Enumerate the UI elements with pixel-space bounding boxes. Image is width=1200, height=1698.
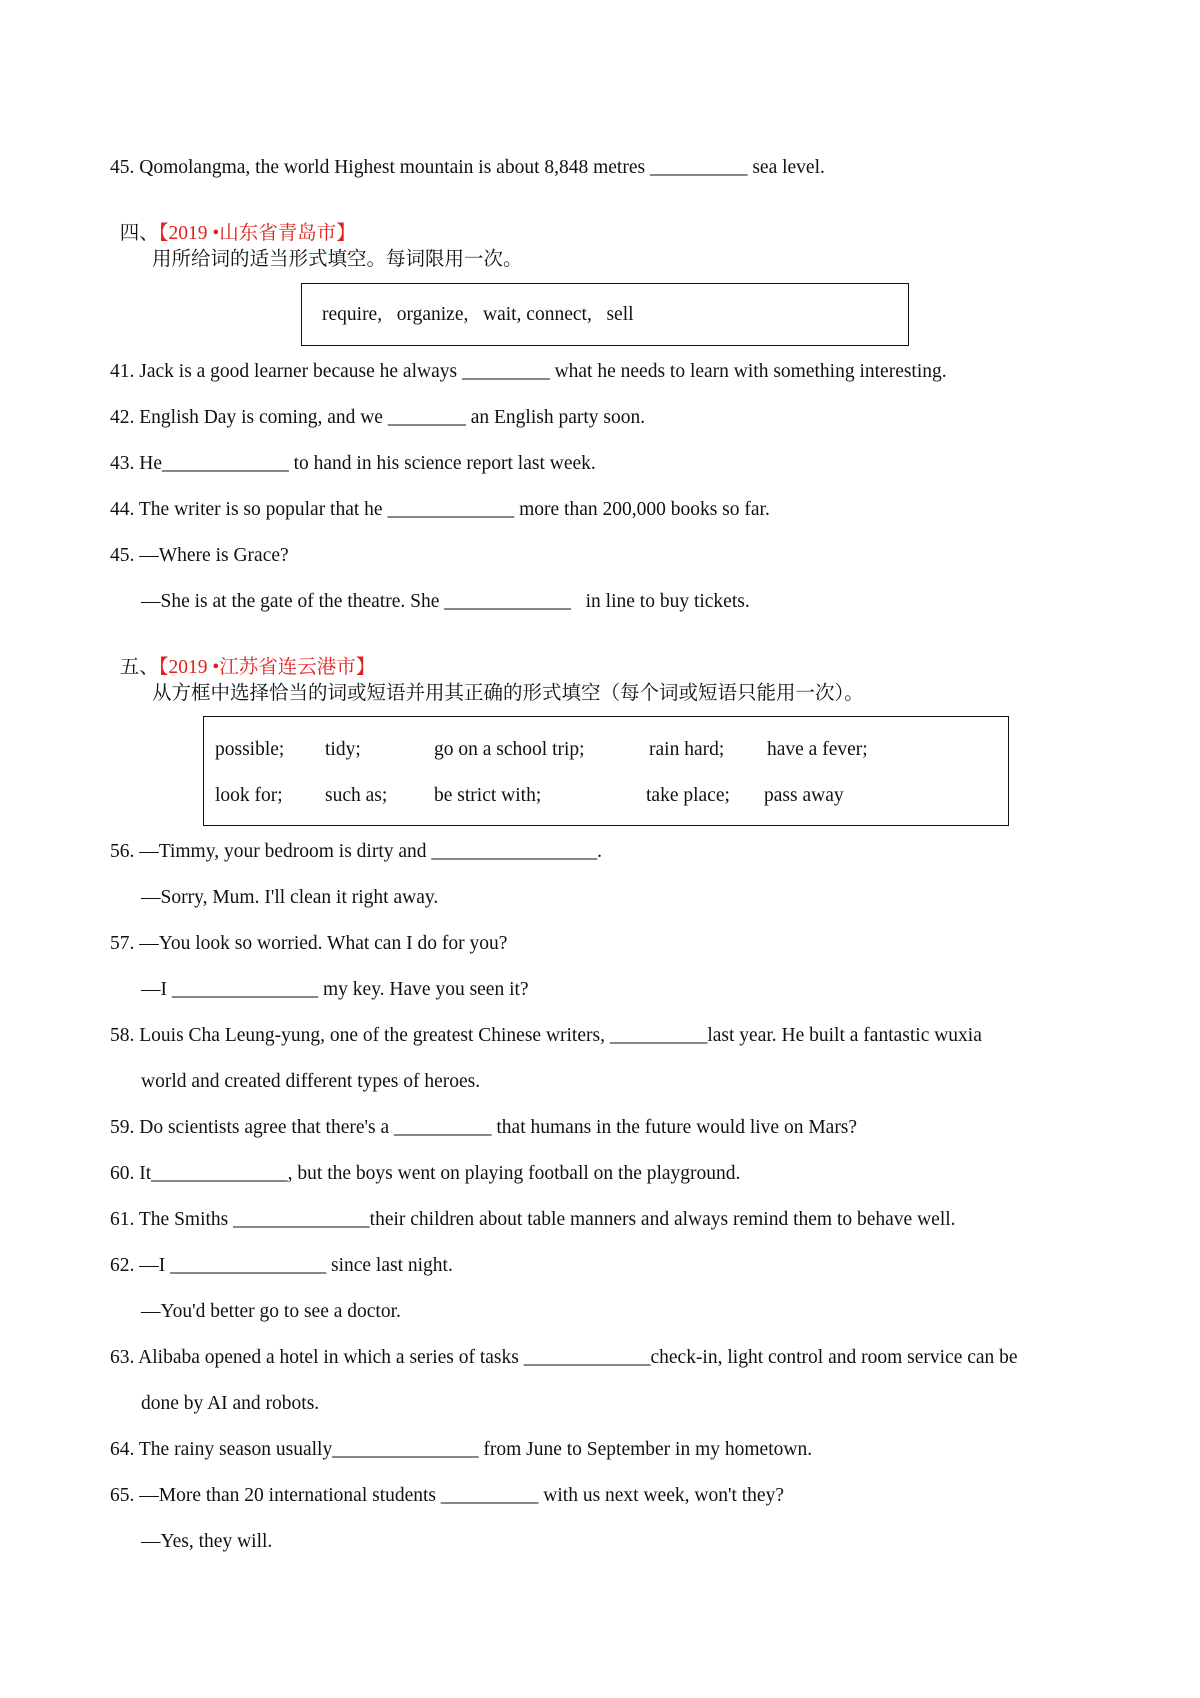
section4-heading bbox=[110, 204, 356, 243]
section5-word: pass away bbox=[764, 785, 844, 806]
question-57-reply: —I _______________ my key. Have you seen it? bbox=[141, 979, 529, 1000]
section5-word: be strict with; bbox=[434, 785, 542, 806]
section5-word: tidy; bbox=[325, 739, 361, 760]
question-65: 65. —More than 20 international students __________ with us next week, won't they? bbox=[110, 1485, 784, 1506]
question-59: 59. Do scientists agree that there's a __________ that humans in the future would live on Mars? bbox=[110, 1117, 858, 1138]
question-45: 45. —Where is Grace? bbox=[110, 545, 289, 566]
question-65-reply: —Yes, they will. bbox=[141, 1531, 273, 1552]
question-61: 61. The Smiths ______________their children about table manners and always remind them to behave well. bbox=[110, 1209, 956, 1230]
section4-word-box bbox=[301, 283, 909, 346]
question-57: 57. —You look so worried. What can I do for you? bbox=[110, 933, 508, 954]
question-41: 41. Jack is a good learner because he always _________ what he needs to learn with something interesting. bbox=[110, 361, 947, 382]
section5-number: 五、 bbox=[119, 656, 159, 678]
section5-word: have a fever; bbox=[767, 739, 868, 760]
question-58-continued: world and created different types of heroes. bbox=[141, 1071, 481, 1092]
question-62: 62. —I ________________ since last night. bbox=[110, 1255, 453, 1276]
question-56: 56. —Timmy, your bedroom is dirty and _________________. bbox=[110, 841, 603, 862]
section5-word: take place; bbox=[646, 785, 730, 806]
question-45-top: 45. Qomolangma, the world Highest mountain is about 8,848 metres __________ sea level. bbox=[110, 157, 825, 178]
section4-source-tag: 【2019 •山东省青岛市】 bbox=[158, 222, 356, 244]
section5-source-tag: 【2019 •江苏省连云港市】 bbox=[158, 656, 376, 678]
section4-word-list: require, organize, wait, connect, sell bbox=[322, 304, 634, 325]
question-60: 60. It______________, but the boys went on playing football on the playground. bbox=[110, 1163, 741, 1184]
question-58: 58. Louis Cha Leung-yung, one of the greatest Chinese writers, __________last year. He built a fantastic wuxia bbox=[110, 1025, 982, 1046]
question-63: 63. Alibaba opened a hotel in which a series of tasks _____________check-in, light control and room service can be bbox=[110, 1347, 1018, 1368]
section5-word: look for; bbox=[215, 785, 283, 806]
question-43: 43. He_____________ to hand in his science report last week. bbox=[110, 453, 596, 474]
question-45-answer-line: —She is at the gate of the theatre. She _____________ in line to buy tickets. bbox=[141, 591, 750, 612]
question-56-reply: —Sorry, Mum. I'll clean it right away. bbox=[141, 887, 439, 908]
question-64: 64. The rainy season usually_______________ from June to September in my hometown. bbox=[110, 1439, 813, 1460]
section5-heading bbox=[110, 638, 375, 677]
question-42: 42. English Day is coming, and we ________ an English party soon. bbox=[110, 407, 646, 428]
section4-instruction: 用所给词的适当形式填空。每词限用一次。 bbox=[152, 249, 523, 270]
section5-word: possible; bbox=[215, 739, 285, 760]
question-44: 44. The writer is so popular that he _____________ more than 200,000 books so far. bbox=[110, 499, 770, 520]
section5-word-box bbox=[203, 716, 1009, 826]
section4-number: 四、 bbox=[119, 222, 159, 244]
section5-word: go on a school trip; bbox=[434, 739, 585, 760]
section5-word: such as; bbox=[325, 785, 388, 806]
question-62-reply: —You'd better go to see a doctor. bbox=[141, 1301, 401, 1322]
section5-word: rain hard; bbox=[649, 739, 725, 760]
question-63-continued: done by AI and robots. bbox=[141, 1393, 320, 1414]
section5-instruction: 从方框中选择恰当的词或短语并用其正确的形式填空（每个词或短语只能用一次）。 bbox=[152, 683, 864, 704]
